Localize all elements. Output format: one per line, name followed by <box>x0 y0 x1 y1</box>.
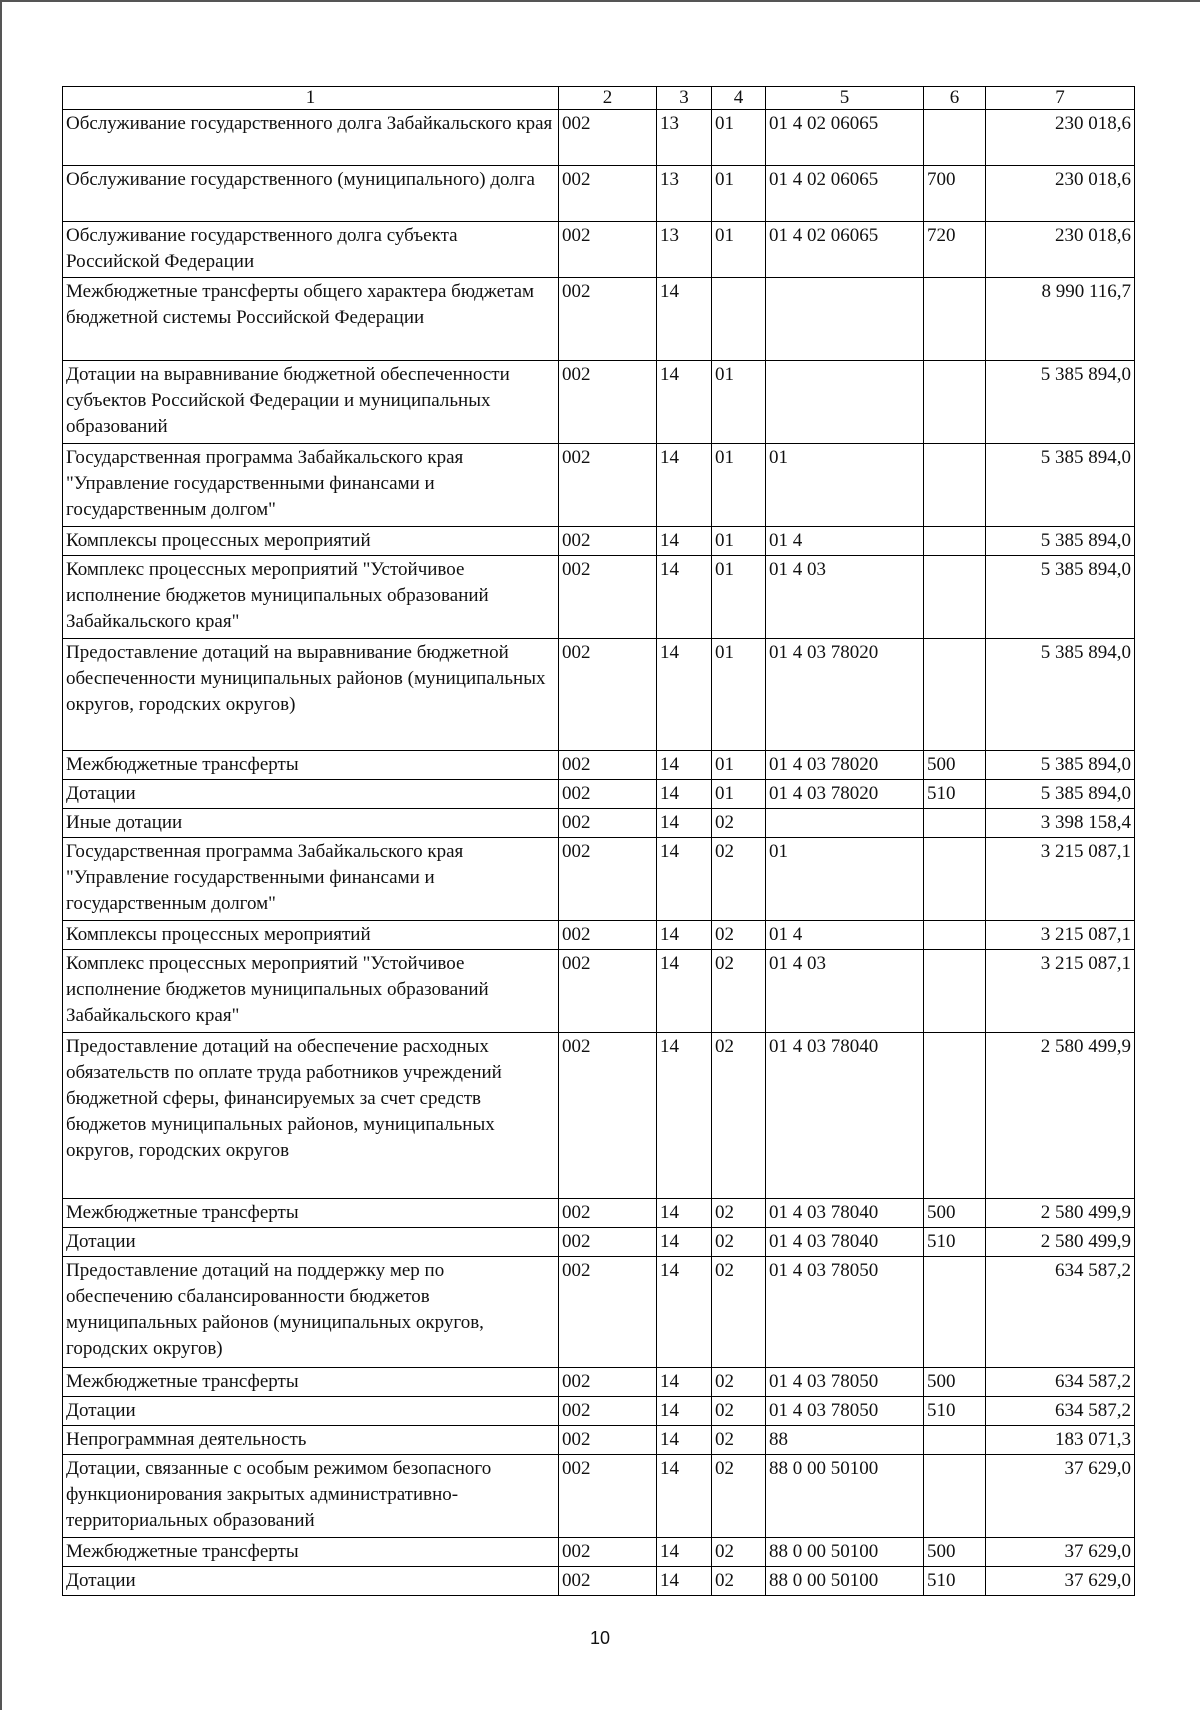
cell-col2: 002 <box>559 166 657 222</box>
table-row <box>63 838 1135 921</box>
cell-amount: 5 385 894,0 <box>986 361 1135 444</box>
cell-name: Предоставление дотаций на поддержку мер по обеспечению сбалансированности бюджетов муниципальных районов (муниципальных округов, городских округов) <box>63 1257 559 1368</box>
cell-col3: 14 <box>657 1455 712 1538</box>
cell-name: Дотации <box>63 780 559 809</box>
cell-amount: 5 385 894,0 <box>986 527 1135 556</box>
cell-col4: 02 <box>712 1538 766 1567</box>
cell-col6: 700 <box>924 166 986 222</box>
cell-amount: 37 629,0 <box>986 1538 1135 1567</box>
col-header-6: 6 <box>924 87 986 110</box>
cell-col4: 01 <box>712 751 766 780</box>
cell-col5: 01 4 03 <box>766 556 924 639</box>
cell-name: Межбюджетные трансферты <box>63 1368 559 1397</box>
table-row <box>63 1033 1135 1199</box>
cell-amount: 230 018,6 <box>986 110 1135 166</box>
cell-name: Дотации на выравнивание бюджетной обеспеченности субъектов Российской Федерации и муниципальных образований <box>63 361 559 444</box>
cell-amount: 5 385 894,0 <box>986 444 1135 527</box>
cell-col3: 14 <box>657 1257 712 1368</box>
cell-col4: 02 <box>712 809 766 838</box>
cell-amount: 37 629,0 <box>986 1567 1135 1596</box>
table-row <box>63 278 1135 361</box>
table-row <box>63 1368 1135 1397</box>
table-row <box>63 639 1135 751</box>
cell-col6 <box>924 1426 986 1455</box>
col-header-7: 7 <box>986 87 1135 110</box>
scan-left-border <box>0 0 2 1710</box>
cell-col3: 14 <box>657 950 712 1033</box>
cell-amount: 230 018,6 <box>986 222 1135 278</box>
cell-col3: 14 <box>657 780 712 809</box>
cell-col4: 01 <box>712 556 766 639</box>
cell-col6 <box>924 809 986 838</box>
cell-amount: 8 990 116,7 <box>986 278 1135 361</box>
table-row <box>63 110 1135 166</box>
cell-col3: 14 <box>657 1567 712 1596</box>
table-row <box>63 1455 1135 1538</box>
cell-name: Межбюджетные трансферты <box>63 751 559 780</box>
cell-col3: 14 <box>657 809 712 838</box>
cell-col5: 01 4 03 78040 <box>766 1199 924 1228</box>
cell-col2: 002 <box>559 444 657 527</box>
cell-col2: 002 <box>559 1368 657 1397</box>
cell-amount: 5 385 894,0 <box>986 780 1135 809</box>
cell-col5 <box>766 278 924 361</box>
budget-table <box>62 86 1135 1596</box>
cell-col6 <box>924 1257 986 1368</box>
cell-name: Предоставление дотаций на обеспечение расходных обязательств по оплате труда работников учреждений бюджетной сферы, финансируемых за счет средств бюджетов муниципальных районов, муниципальных округов, городских округов <box>63 1033 559 1199</box>
cell-amount: 2 580 499,9 <box>986 1199 1135 1228</box>
cell-col5: 88 0 00 50100 <box>766 1567 924 1596</box>
cell-col3: 14 <box>657 639 712 751</box>
cell-col2: 002 <box>559 527 657 556</box>
table-row <box>63 1228 1135 1257</box>
cell-col5: 01 <box>766 838 924 921</box>
cell-col3: 14 <box>657 751 712 780</box>
cell-col2: 002 <box>559 222 657 278</box>
cell-amount: 634 587,2 <box>986 1397 1135 1426</box>
cell-col3: 14 <box>657 921 712 950</box>
cell-col4: 02 <box>712 1567 766 1596</box>
cell-col4: 02 <box>712 838 766 921</box>
cell-col2: 002 <box>559 1397 657 1426</box>
cell-col6 <box>924 1033 986 1199</box>
cell-col5: 01 4 03 78050 <box>766 1257 924 1368</box>
cell-amount: 5 385 894,0 <box>986 556 1135 639</box>
col-header-3: 3 <box>657 87 712 110</box>
cell-col4: 02 <box>712 1228 766 1257</box>
cell-col4: 02 <box>712 1455 766 1538</box>
cell-col2: 002 <box>559 1426 657 1455</box>
cell-col5: 01 4 03 78020 <box>766 780 924 809</box>
cell-col6 <box>924 527 986 556</box>
cell-col3: 13 <box>657 110 712 166</box>
cell-col6: 510 <box>924 780 986 809</box>
table-row <box>63 1199 1135 1228</box>
cell-name: Иные дотации <box>63 809 559 838</box>
cell-col6: 500 <box>924 751 986 780</box>
cell-col3: 14 <box>657 444 712 527</box>
table-row <box>63 751 1135 780</box>
cell-col6 <box>924 556 986 639</box>
col-header-1: 1 <box>63 87 559 110</box>
cell-col2: 002 <box>559 921 657 950</box>
cell-col2: 002 <box>559 950 657 1033</box>
cell-col5: 01 4 02 06065 <box>766 110 924 166</box>
cell-col2: 002 <box>559 751 657 780</box>
cell-col5: 01 4 <box>766 527 924 556</box>
cell-name: Комплекс процессных мероприятий "Устойчивое исполнение бюджетов муниципальных образований Забайкальского края" <box>63 556 559 639</box>
cell-col2: 002 <box>559 361 657 444</box>
cell-amount: 634 587,2 <box>986 1368 1135 1397</box>
table-row <box>63 780 1135 809</box>
cell-col2: 002 <box>559 639 657 751</box>
cell-col2: 002 <box>559 838 657 921</box>
cell-col3: 14 <box>657 838 712 921</box>
cell-col2: 002 <box>559 1538 657 1567</box>
cell-col3: 13 <box>657 166 712 222</box>
cell-col2: 002 <box>559 278 657 361</box>
table-row <box>63 166 1135 222</box>
cell-col4: 01 <box>712 527 766 556</box>
cell-col3: 13 <box>657 222 712 278</box>
cell-col5: 01 4 03 <box>766 950 924 1033</box>
col-header-4: 4 <box>712 87 766 110</box>
cell-name: Комплекс процессных мероприятий "Устойчивое исполнение бюджетов муниципальных образований Забайкальского края" <box>63 950 559 1033</box>
cell-name: Дотации <box>63 1567 559 1596</box>
cell-col4: 02 <box>712 1257 766 1368</box>
cell-name: Межбюджетные трансферты <box>63 1199 559 1228</box>
table-row <box>63 556 1135 639</box>
cell-col3: 14 <box>657 527 712 556</box>
cell-col3: 14 <box>657 1368 712 1397</box>
cell-col5 <box>766 809 924 838</box>
cell-col5: 01 4 03 78040 <box>766 1228 924 1257</box>
cell-col5: 01 4 03 78040 <box>766 1033 924 1199</box>
table-row <box>63 1257 1135 1368</box>
cell-col5: 01 4 03 78020 <box>766 751 924 780</box>
cell-col6 <box>924 110 986 166</box>
cell-col3: 14 <box>657 1426 712 1455</box>
cell-name: Комплексы процессных мероприятий <box>63 921 559 950</box>
cell-col5: 01 4 03 78050 <box>766 1397 924 1426</box>
cell-col6: 510 <box>924 1228 986 1257</box>
cell-col4: 02 <box>712 1199 766 1228</box>
cell-amount: 634 587,2 <box>986 1257 1135 1368</box>
table-row <box>63 921 1135 950</box>
cell-col3: 14 <box>657 361 712 444</box>
table-row <box>63 527 1135 556</box>
cell-col5: 88 0 00 50100 <box>766 1538 924 1567</box>
page-number: 10 <box>589 1628 611 1648</box>
cell-col2: 002 <box>559 780 657 809</box>
cell-col2: 002 <box>559 809 657 838</box>
cell-amount: 3 215 087,1 <box>986 921 1135 950</box>
table-row <box>63 361 1135 444</box>
cell-col2: 002 <box>559 1567 657 1596</box>
table-row <box>63 222 1135 278</box>
cell-amount: 3 398 158,4 <box>986 809 1135 838</box>
cell-name: Межбюджетные трансферты общего характера бюджетам бюджетной системы Российской Федерации <box>63 278 559 361</box>
cell-col2: 002 <box>559 1033 657 1199</box>
cell-col5: 01 4 <box>766 921 924 950</box>
cell-col5: 88 <box>766 1426 924 1455</box>
table-row <box>63 1426 1135 1455</box>
cell-col6: 500 <box>924 1368 986 1397</box>
cell-col2: 002 <box>559 556 657 639</box>
table-row <box>63 1397 1135 1426</box>
cell-col2: 002 <box>559 1228 657 1257</box>
cell-col6 <box>924 950 986 1033</box>
cell-col6 <box>924 838 986 921</box>
cell-col3: 14 <box>657 1199 712 1228</box>
cell-col5: 01 4 03 78050 <box>766 1368 924 1397</box>
cell-amount: 3 215 087,1 <box>986 838 1135 921</box>
cell-col6 <box>924 639 986 751</box>
table-row <box>63 444 1135 527</box>
table-body <box>63 110 1135 1596</box>
cell-name: Обслуживание государственного долга субъекта Российской Федерации <box>63 222 559 278</box>
cell-amount: 37 629,0 <box>986 1455 1135 1538</box>
cell-col6: 510 <box>924 1397 986 1426</box>
cell-name: Комплексы процессных мероприятий <box>63 527 559 556</box>
cell-name: Дотации <box>63 1228 559 1257</box>
cell-col2: 002 <box>559 1199 657 1228</box>
cell-col4: 02 <box>712 921 766 950</box>
cell-col6 <box>924 921 986 950</box>
cell-col6: 500 <box>924 1538 986 1567</box>
cell-name: Обслуживание государственного (муниципального) долга <box>63 166 559 222</box>
cell-col3: 14 <box>657 1228 712 1257</box>
cell-col4: 01 <box>712 361 766 444</box>
cell-col6: 720 <box>924 222 986 278</box>
cell-name: Обслуживание государственного долга Забайкальского края <box>63 110 559 166</box>
cell-name: Государственная программа Забайкальского края "Управление государственными финансами и государственным долгом" <box>63 838 559 921</box>
cell-col6 <box>924 361 986 444</box>
cell-name: Непрограммная деятельность <box>63 1426 559 1455</box>
header-row <box>63 87 1135 110</box>
col-header-2: 2 <box>559 87 657 110</box>
cell-col4: 02 <box>712 1397 766 1426</box>
table-row <box>63 1538 1135 1567</box>
cell-col4: 02 <box>712 950 766 1033</box>
table-row <box>63 1567 1135 1596</box>
cell-amount: 2 580 499,9 <box>986 1228 1135 1257</box>
cell-col3: 14 <box>657 1538 712 1567</box>
cell-amount: 5 385 894,0 <box>986 639 1135 751</box>
cell-col2: 002 <box>559 1257 657 1368</box>
cell-amount: 230 018,6 <box>986 166 1135 222</box>
cell-col4: 01 <box>712 444 766 527</box>
cell-col6: 510 <box>924 1567 986 1596</box>
cell-col3: 14 <box>657 1033 712 1199</box>
cell-amount: 5 385 894,0 <box>986 751 1135 780</box>
cell-col5: 01 4 02 06065 <box>766 222 924 278</box>
cell-col3: 14 <box>657 556 712 639</box>
cell-col4: 01 <box>712 780 766 809</box>
cell-col4: 01 <box>712 166 766 222</box>
cell-col6 <box>924 278 986 361</box>
cell-col4: 02 <box>712 1368 766 1397</box>
cell-col4 <box>712 278 766 361</box>
cell-col4: 02 <box>712 1426 766 1455</box>
cell-amount: 2 580 499,9 <box>986 1033 1135 1199</box>
cell-col6 <box>924 444 986 527</box>
cell-col6: 500 <box>924 1199 986 1228</box>
cell-col3: 14 <box>657 278 712 361</box>
cell-col5: 01 4 03 78020 <box>766 639 924 751</box>
cell-col4: 01 <box>712 110 766 166</box>
cell-name: Государственная программа Забайкальского края "Управление государственными финансами и государственным долгом" <box>63 444 559 527</box>
cell-col2: 002 <box>559 1455 657 1538</box>
cell-amount: 183 071,3 <box>986 1426 1135 1455</box>
cell-col4: 01 <box>712 222 766 278</box>
cell-col4: 01 <box>712 639 766 751</box>
cell-name: Дотации, связанные с особым режимом безопасного функционирования закрытых административно-территориальных образований <box>63 1455 559 1538</box>
table-row <box>63 950 1135 1033</box>
scan-top-border <box>0 0 1200 2</box>
cell-name: Межбюджетные трансферты <box>63 1538 559 1567</box>
cell-col5: 01 4 02 06065 <box>766 166 924 222</box>
cell-name: Дотации <box>63 1397 559 1426</box>
cell-col5: 88 0 00 50100 <box>766 1455 924 1538</box>
cell-col5 <box>766 361 924 444</box>
cell-amount: 3 215 087,1 <box>986 950 1135 1033</box>
cell-name: Предоставление дотаций на выравнивание бюджетной обеспеченности муниципальных районов (муниципальных округов, городских округов) <box>63 639 559 751</box>
cell-col3: 14 <box>657 1397 712 1426</box>
table-row <box>63 809 1135 838</box>
cell-col2: 002 <box>559 110 657 166</box>
cell-col5: 01 <box>766 444 924 527</box>
cell-col4: 02 <box>712 1033 766 1199</box>
cell-col6 <box>924 1455 986 1538</box>
col-header-5: 5 <box>766 87 924 110</box>
